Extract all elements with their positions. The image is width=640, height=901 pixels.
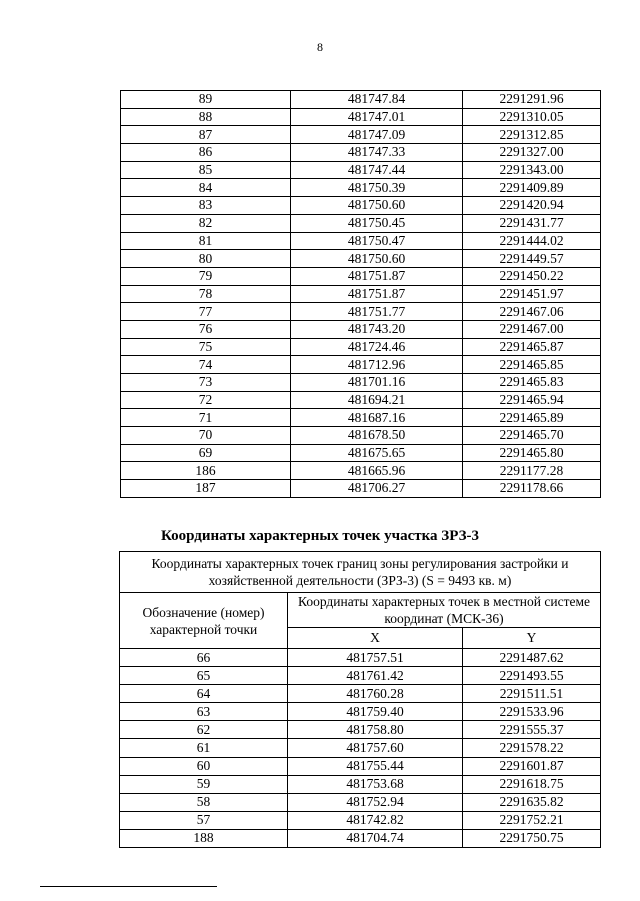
coordinates-header: Координаты характерных точек в местной системе координат (МСК-36) [288,593,601,628]
x-coordinate-cell: 481747.01 [291,108,463,126]
table-row [121,161,601,179]
table-row [121,144,601,162]
table-row [121,285,601,303]
y-coordinate-cell: 2291465.85 [463,356,601,374]
x-coordinate-cell: 481747.33 [291,144,463,162]
y-coordinate-cell: 2291465.70 [463,427,601,445]
point-number-cell: 59 [120,775,288,793]
x-coordinate-cell: 481750.47 [291,232,463,250]
y-coordinate-cell: 2291465.94 [463,391,601,409]
table-row [121,250,601,268]
y-coordinate-cell: 2291601.87 [463,757,601,775]
table-row [120,703,601,721]
x-coordinate-cell: 481706.27 [291,480,463,498]
y-coordinate-cell: 2291409.89 [463,179,601,197]
point-number-cell: 77 [121,303,291,321]
table-row [121,91,601,109]
y-header: Y [463,628,601,649]
x-coordinate-cell: 481758.80 [288,721,463,739]
x-coordinate-cell: 481750.45 [291,214,463,232]
y-coordinate-cell: 2291465.87 [463,338,601,356]
point-number-cell: 82 [121,214,291,232]
x-coordinate-cell: 481750.60 [291,250,463,268]
x-coordinate-cell: 481678.50 [291,427,463,445]
table-row [121,444,601,462]
x-coordinate-cell: 481687.16 [291,409,463,427]
table-row [121,267,601,285]
table-row [121,338,601,356]
x-coordinate-cell: 481760.28 [288,685,463,703]
y-coordinate-cell: 2291178.66 [463,480,601,498]
y-coordinate-cell: 2291343.00 [463,161,601,179]
point-number-cell: 69 [121,444,291,462]
point-number-cell: 80 [121,250,291,268]
x-coordinate-cell: 481751.87 [291,285,463,303]
y-coordinate-cell: 2291750.75 [463,829,601,847]
point-number-cell: 62 [120,721,288,739]
point-number-cell: 89 [121,91,291,109]
y-coordinate-cell: 2291449.57 [463,250,601,268]
point-number-cell: 187 [121,480,291,498]
y-coordinate-cell: 2291451.97 [463,285,601,303]
point-number-cell: 188 [120,829,288,847]
table-row [121,108,601,126]
footnote-separator [40,886,217,887]
x-coordinate-cell: 481750.39 [291,179,463,197]
table-row [121,214,601,232]
table-row [121,303,601,321]
y-coordinate-cell: 2291578.22 [463,739,601,757]
point-number-cell: 81 [121,232,291,250]
x-coordinate-cell: 481701.16 [291,374,463,392]
y-coordinate-cell: 2291487.62 [463,649,601,667]
x-coordinate-cell: 481757.60 [288,739,463,757]
table-row [120,757,601,775]
y-coordinate-cell: 2291465.80 [463,444,601,462]
y-coordinate-cell: 2291618.75 [463,775,601,793]
table-row [120,649,601,667]
x-coordinate-cell: 481761.42 [288,667,463,685]
x-coordinate-cell: 481757.51 [288,649,463,667]
y-coordinate-cell: 2291310.05 [463,108,601,126]
point-number-cell: 60 [120,757,288,775]
table-row [120,685,601,703]
table-row [121,374,601,392]
point-number-cell: 74 [121,356,291,374]
point-number-cell: 86 [121,144,291,162]
table-row [121,126,601,144]
x-coordinate-cell: 481694.21 [291,391,463,409]
table-row [121,480,601,498]
table-row [121,232,601,250]
table-row [121,462,601,480]
x-coordinate-cell: 481747.09 [291,126,463,144]
x-coordinate-cell: 481742.82 [288,811,463,829]
point-number-cell: 88 [121,108,291,126]
table-row [121,197,601,215]
x-coordinate-cell: 481747.44 [291,161,463,179]
y-coordinate-cell: 2291533.96 [463,703,601,721]
y-coordinate-cell: 2291555.37 [463,721,601,739]
x-header: X [288,628,463,649]
x-coordinate-cell: 481750.60 [291,197,463,215]
table-row [121,356,601,374]
x-coordinate-cell: 481747.84 [291,91,463,109]
y-coordinate-cell: 2291431.77 [463,214,601,232]
point-number-cell: 70 [121,427,291,445]
point-number-cell: 84 [121,179,291,197]
x-coordinate-cell: 481751.87 [291,267,463,285]
y-coordinate-cell: 2291493.55 [463,667,601,685]
y-coordinate-cell: 2291635.82 [463,793,601,811]
y-coordinate-cell: 2291450.22 [463,267,601,285]
y-coordinate-cell: 2291312.85 [463,126,601,144]
y-coordinate-cell: 2291465.83 [463,374,601,392]
x-coordinate-cell: 481675.65 [291,444,463,462]
table-row [120,775,601,793]
coordinates-table-continued [120,90,601,498]
x-coordinate-cell: 481759.40 [288,703,463,721]
point-number-cell: 75 [121,338,291,356]
table-caption: Координаты характерных точек границ зоны регулирования застройки и хозяйственной деятельности (ЗРЗ-3) (S = 9493 кв. м) [120,552,601,593]
point-number-cell: 58 [120,793,288,811]
y-coordinate-cell: 2291752.21 [463,811,601,829]
point-number-cell: 66 [120,649,288,667]
x-coordinate-cell: 481753.68 [288,775,463,793]
table-row [121,391,601,409]
point-number-header: Обозначение (номер) характерной точки [120,593,288,649]
table-row [120,721,601,739]
table-row [120,667,601,685]
y-coordinate-cell: 2291444.02 [463,232,601,250]
table-row [121,320,601,338]
point-number-cell: 87 [121,126,291,144]
x-coordinate-cell: 481755.44 [288,757,463,775]
zrz3-coordinates-table [119,551,601,848]
x-coordinate-cell: 481743.20 [291,320,463,338]
point-number-cell: 83 [121,197,291,215]
table-row [120,811,601,829]
point-number-cell: 57 [120,811,288,829]
y-coordinate-cell: 2291467.00 [463,320,601,338]
point-number-cell: 186 [121,462,291,480]
y-coordinate-cell: 2291420.94 [463,197,601,215]
table-row [120,829,601,847]
section-title: Координаты характерных точек участка ЗРЗ-3 [161,528,479,544]
point-number-cell: 79 [121,267,291,285]
point-number-cell: 78 [121,285,291,303]
y-coordinate-cell: 2291467.06 [463,303,601,321]
point-number-cell: 76 [121,320,291,338]
point-number-cell: 63 [120,703,288,721]
x-coordinate-cell: 481665.96 [291,462,463,480]
table-row [121,427,601,445]
page-number: 8 [317,40,323,54]
y-coordinate-cell: 2291327.00 [463,144,601,162]
table-row [121,179,601,197]
table-row [121,409,601,427]
table-row [120,793,601,811]
y-coordinate-cell: 2291465.89 [463,409,601,427]
y-coordinate-cell: 2291291.96 [463,91,601,109]
x-coordinate-cell: 481724.46 [291,338,463,356]
x-coordinate-cell: 481704.74 [288,829,463,847]
point-number-cell: 65 [120,667,288,685]
y-coordinate-cell: 2291177.28 [463,462,601,480]
point-number-cell: 85 [121,161,291,179]
x-coordinate-cell: 481752.94 [288,793,463,811]
point-number-cell: 73 [121,374,291,392]
point-number-cell: 61 [120,739,288,757]
y-coordinate-cell: 2291511.51 [463,685,601,703]
x-coordinate-cell: 481751.77 [291,303,463,321]
point-number-cell: 72 [121,391,291,409]
point-number-cell: 71 [121,409,291,427]
point-number-cell: 64 [120,685,288,703]
table-row [120,739,601,757]
x-coordinate-cell: 481712.96 [291,356,463,374]
